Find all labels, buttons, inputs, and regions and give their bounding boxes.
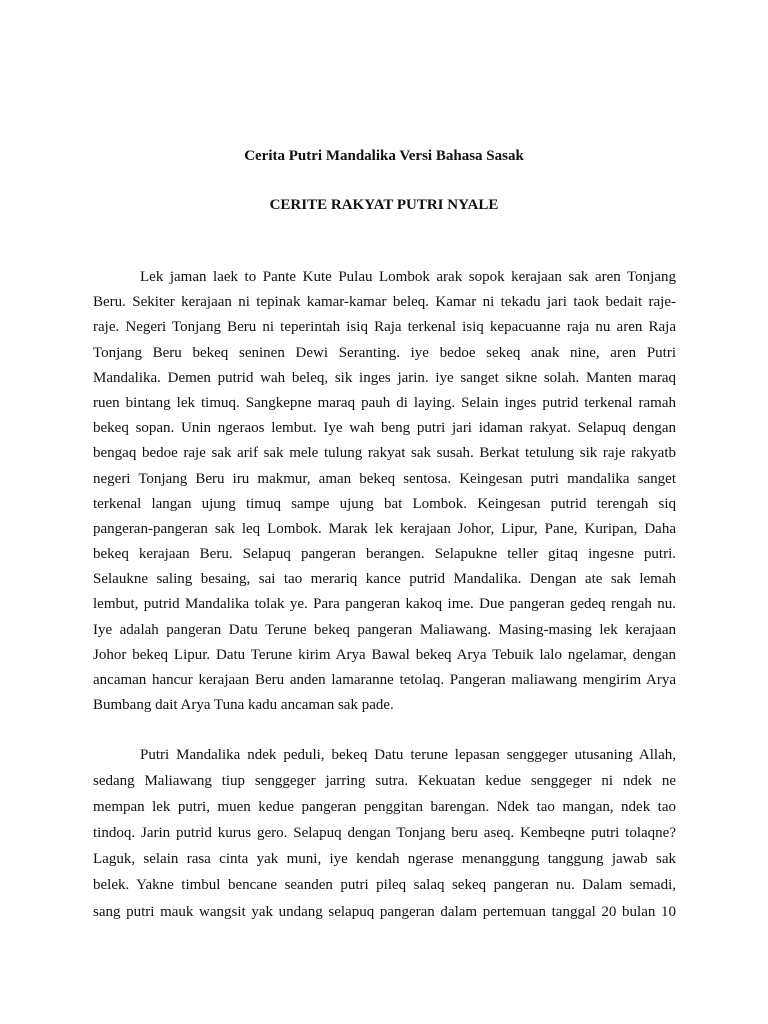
paragraph-line: mempan lek putri, muen kedue pangeran penggitan barengan. Ndek tao mangan, ndek tao <box>93 799 676 816</box>
paragraph-line: sang putri mauk wangsit yak undang selapuq pangeran dalam pertemuan tanggal 20 bulan 10 <box>93 903 676 920</box>
paragraph-line: pangeran-pangeran sak leq Lombok. Marak lek kerajaan Johor, Lipur, Pane, Kuripan, Daha <box>93 520 676 537</box>
paragraph-line: Putri Mandalika ndek peduli, bekeq Datu terune lepasan senggeger utusaning Allah, <box>140 747 676 763</box>
paragraph-line: bekeq sopan. Unin ngeraos lembut. Iye wah beng putri jari idaman rakyat. Selapuq dengan <box>93 420 676 437</box>
paragraph-line: negeri Tonjang Beru iru makmur, aman bekeq sentosa. Keingesan putri mandalika sanget <box>93 470 676 487</box>
paragraph-line: belek. Yakne timbul bencane seanden putri pileq salaq sekeq pangeran nu. Dalam semadi, <box>93 877 676 894</box>
paragraph-1 <box>93 265 676 718</box>
paragraph-line: tindoq. Jarin putrid kurus gero. Selapuq dengan Tonjang beru aseq. Kembeqne putri tolaqne? <box>93 825 676 842</box>
paragraph-line: lembut, putrid Mandalika tolak ye. Para pangeran kakoq ime. Due pangeran gedeq rengah nu. <box>93 596 676 613</box>
paragraph-line: Tonjang Beru bekeq seninen Dewi Seranting. iye bedoe sekeq anak nine, aren Putri <box>93 344 676 361</box>
paragraph-line: Mandalika. Demen putrid wah beleq, sik inges jarin. iye sanget sikne solah. Manten maraq <box>93 369 676 386</box>
paragraph-line: Iye adalah pangeran Datu Terune bekeq pangeran Maliawang. Masing-masing lek kerajaan <box>93 621 676 638</box>
paragraph-line: Beru. Sekiter kerajaan ni tepinak kamar-kamar beleq. Kamar ni tekadu jari taok bedait raje- <box>93 294 676 311</box>
paragraph-line: Selaukne saling besaing, sai tao merariq kance putrid Mandalika. Dengan ate sak lemah <box>93 571 676 588</box>
paragraph-line: Johor bekeq Lipur. Datu Terune kirim Arya Bawal bekeq Arya Tebuik lalo ngelamar, dengan <box>93 646 676 663</box>
paragraph-line: ruen bintang lek timuq. Sangkepne maraq pauh di laying. Selain inges putrid terkenal ramah <box>93 394 676 411</box>
paragraph-line: ancaman hancur kerajaan Beru anden lamaranne tetolaq. Pangeran maliawang mengirim Arya <box>93 672 676 688</box>
document-title: Cerita Putri Mandalika Versi Bahasa Sasak <box>244 148 524 164</box>
paragraph-line: sedang Maliawang tiup senggeger jarring sutra. Kekuatan kedue senggeger ni ndek ne <box>93 773 676 790</box>
paragraph-2 <box>93 742 676 925</box>
paragraph-line: Bumbang dait Arya Tuna kadu ancaman sak pade. <box>93 697 394 714</box>
paragraph-line: bengaq bedoe raje sak arif sak mele tulung rakyat sak susah. Berkat tetulung sik raje rakyatb <box>93 445 676 462</box>
paragraph-line: Laguk, selain rasa cinta yak muni, iye kendah ngerase menanggung tanggung jawab sak <box>93 851 676 868</box>
document-subtitle: CERITE RAKYAT PUTRI NYALE <box>269 197 499 213</box>
paragraph-line: Lek jaman laek to Pante Kute Pulau Lombok arak sopok kerajaan sak aren Tonjang <box>140 269 676 285</box>
paragraph-line: terkenal langan ujung timuq sampe ujung bat Lombok. Keingesan putrid terengah siq <box>93 495 676 512</box>
paragraph-line: raje. Negeri Tonjang Beru ni teperintah isiq Raja terkenal isiq kepacuanne raja nu aren Raja <box>93 319 676 336</box>
paragraph-line: bekeq kerajaan Beru. Selapuq pangeran berangen. Selapukne teller gitaq ingesne putri. <box>93 546 676 563</box>
